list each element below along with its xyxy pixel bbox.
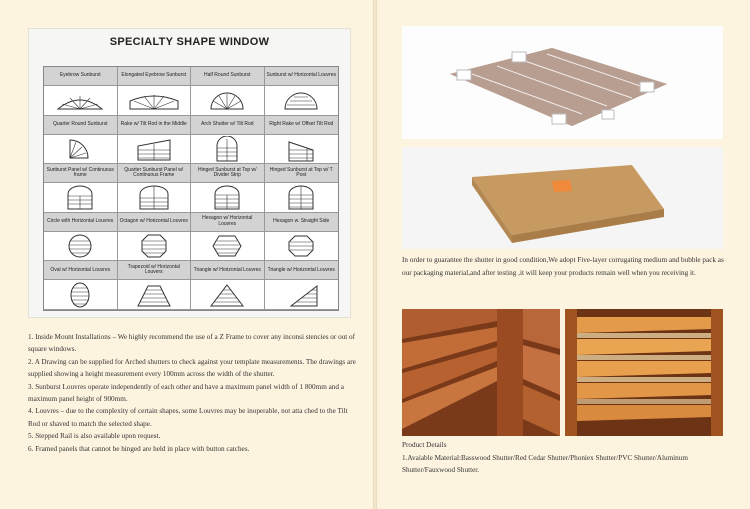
note-item: 1. Inside Mount Installations – We highly recommend the use of a Z Frame to cover any inconsi stencies or out of square windows.	[28, 333, 356, 354]
shape-cell	[44, 213, 118, 262]
note-item: 5. Stepped Rail is also available upon request.	[28, 432, 161, 441]
installation-notes	[28, 331, 358, 455]
details-heading: Product Details	[402, 441, 447, 449]
rake-tilt-rod-icon	[118, 135, 191, 164]
shape-grid	[43, 66, 339, 311]
triangle-louvres-icon	[191, 280, 264, 309]
shape-label: Hinged Sunburst at Top w/ Divider Strip	[191, 164, 264, 183]
quarter-sunburst-panel-icon	[118, 183, 191, 212]
hinged-divider-icon	[191, 183, 264, 212]
eyebrow-sunburst-icon	[44, 86, 117, 115]
half-round-sunburst-icon	[191, 86, 264, 115]
trapezoid-louvres-icon	[118, 280, 191, 309]
shape-cell	[44, 164, 118, 213]
shape-label: Half Round Sunburst	[191, 67, 264, 86]
shape-label: Quarter Sunburst Panel w/ Continuous Frame	[118, 164, 191, 183]
left-page	[0, 0, 373, 509]
shape-label: Octagon w/ Horizontal Louvres	[118, 213, 191, 232]
shape-label: Elongated Eyebrow Sunburst	[118, 67, 191, 86]
sunburst-louvres-icon	[265, 86, 339, 115]
shape-cell	[191, 67, 265, 116]
specialty-shape-panel	[28, 28, 351, 318]
shape-label: Triangle w/ Horizontal Louvres	[265, 261, 339, 280]
shape-cell	[191, 213, 265, 262]
carton-box-photo	[402, 147, 723, 249]
arch-shutter-icon	[191, 135, 264, 164]
shape-cell	[265, 67, 339, 116]
shape-label: Hinged Sunburst at Top w/ T Post	[265, 164, 339, 183]
octagon-louvres-icon	[118, 232, 191, 261]
shape-label: Circle with Horizontal Louvres	[44, 213, 117, 232]
shape-cell	[44, 67, 118, 116]
shape-label: Eyebrow Sunburst	[44, 67, 117, 86]
shape-cell	[265, 261, 339, 310]
wrapped-shutter-photo	[402, 26, 723, 139]
right-page	[377, 0, 750, 509]
shape-label: Hexagon w/ Horizontal Louvres	[191, 213, 264, 232]
shape-cell	[191, 164, 265, 213]
shape-cell	[265, 164, 339, 213]
note-item: 6. Framed panels that cannot be hinged are held in place with button catches.	[28, 444, 250, 453]
shape-cell	[44, 261, 118, 310]
shape-label: Oval w/ Horizontal Louvres	[44, 261, 117, 280]
hexagon-louvres-icon	[191, 232, 264, 261]
shape-cell	[191, 116, 265, 165]
shape-label: Triangle w/ Horizontal Louvres	[191, 261, 264, 280]
shape-cell	[265, 213, 339, 262]
shape-label: Rake w/ Tilt Rod in the Middle	[118, 116, 191, 135]
product-details	[402, 439, 732, 477]
quarter-round-sunburst-icon	[44, 135, 117, 164]
shape-label: Arch Shutter w/ Tilt Rod	[191, 116, 264, 135]
shape-cell	[44, 116, 118, 165]
shape-cell	[118, 261, 192, 310]
hexagon-straight-icon	[265, 232, 339, 261]
shape-label: Sunburst Panel w/ Continuous frame	[44, 164, 117, 183]
shape-label: Quarter Round Sunburst	[44, 116, 117, 135]
elongated-eyebrow-icon	[118, 86, 191, 115]
panel-title: SPECIALTY SHAPE WINDOW	[109, 36, 270, 48]
shape-label: Right Rake w/ Offset Tilt Rod	[265, 116, 339, 135]
note-item: 4. Louvres – due to the complexity of certain shapes, some Louvres may be inoperable, not atta ched to the Tilt Rod or shaved to match the selected shape.	[28, 407, 348, 428]
shape-cell	[118, 213, 192, 262]
shape-cell	[191, 261, 265, 310]
right-rake-icon	[265, 135, 339, 164]
packaging-description: In order to guarantee the shutter in good condition,We adopt Five-layer corrugating medium and bubble pack as our packaging material,and after testing ,it will keep your products remain well when you receiving it.	[402, 256, 724, 277]
oval-louvres-icon	[44, 280, 117, 309]
shape-cell	[118, 67, 192, 116]
hinged-tpost-icon	[265, 183, 339, 212]
shape-label: Trapezoid w/ Horizontal Louvers	[118, 261, 191, 280]
shape-cell	[118, 116, 192, 165]
louvre-closeup-photo	[402, 309, 560, 436]
circle-louvres-icon	[44, 232, 117, 261]
shape-label: Sunburst w/ Horizontal Louvres	[265, 67, 339, 86]
shape-cell	[265, 116, 339, 165]
note-item: 2. A Drawing can be supplied for Arched shutters to check against your template measurements. The drawings are supplied showing a height measurement every 100mm across the width of the shutter.	[28, 357, 356, 379]
right-triangle-louvres-icon	[265, 280, 339, 309]
sunburst-panel-icon	[44, 183, 117, 212]
note-item: 3. Sunburst Louvres operate independently of each other and have a maximum panel width of 1 800mm and a maximum panel height of 900mm.	[28, 382, 344, 404]
louvre-lit-photo	[565, 309, 723, 436]
details-text: 1.Avaiable Material:Basswood Shutter/Red Cedar Shutter/Phoniex Shutter/PVC Shutter/Aluminum Shutter/Fauxwood Shutter.	[402, 453, 688, 474]
shape-label: Hexagon w. Straight Side	[265, 213, 339, 232]
shape-cell	[118, 164, 192, 213]
